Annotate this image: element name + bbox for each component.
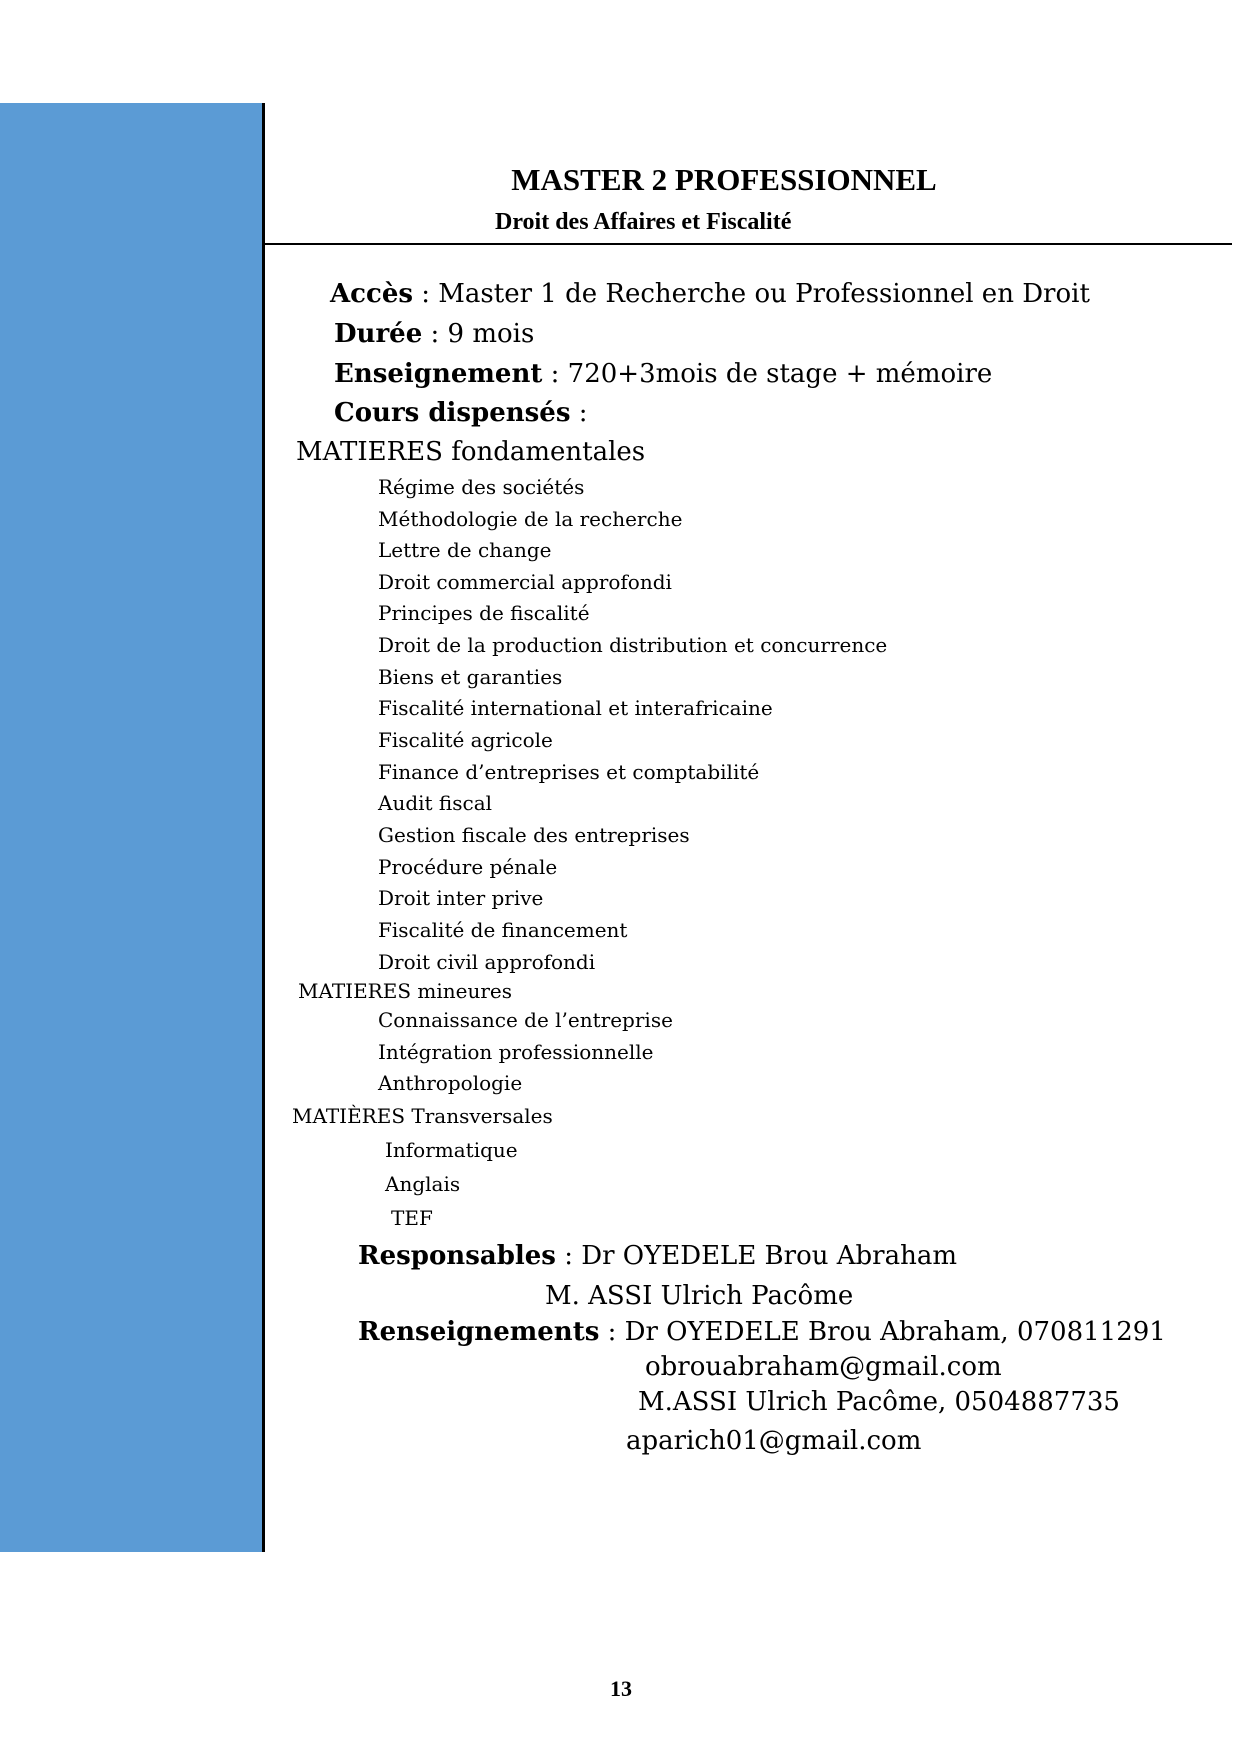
list-item: Connaissance de l’entreprise (378, 1008, 673, 1032)
acces-label: Accès (330, 279, 414, 309)
email-link[interactable]: obrouabraham@gmail.com (645, 1352, 1002, 1382)
page-number: 13 (610, 1676, 632, 1701)
left-band-divider (262, 103, 265, 1552)
list-item: Fiscalité international et interafricaine (378, 696, 773, 720)
list-item: Fiscalité de financement (378, 918, 628, 942)
section-heading-mineures: MATIERES mineures (298, 979, 513, 1003)
list-item: Régime des sociétés (378, 475, 585, 499)
page-subtitle: Droit des Affaires et Fiscalité (495, 209, 792, 235)
enseignement-value: : 720+3mois de stage + mémoire (542, 359, 993, 389)
duree-value: : 9 mois (422, 319, 535, 349)
list-item: Fiscalité agricole (378, 728, 553, 752)
header-divider (262, 243, 1232, 245)
cours-line (334, 397, 588, 429)
list-item: Biens et garanties (378, 665, 563, 689)
duree-line (334, 318, 534, 350)
renseignements-second: M.ASSI Ulrich Pacôme, 0504887735 (638, 1387, 1120, 1417)
renseignements-line (358, 1316, 1166, 1348)
section-heading-fondamentales: MATIERES fondamentales (296, 437, 646, 467)
acces-line (330, 278, 1090, 310)
list-item: Droit inter prive (378, 886, 544, 910)
list-item: Procédure pénale (378, 855, 558, 879)
renseignements-value: : Dr OYEDELE Brou Abraham, 070811291 (599, 1317, 1166, 1347)
responsables-label: Responsables (358, 1241, 556, 1271)
acces-value: : Master 1 de Recherche ou Professionnel en Droit (413, 279, 1090, 309)
enseignement-label: Enseignement (334, 359, 543, 389)
list-item: Informatique (385, 1138, 518, 1162)
list-item: Gestion fiscale des entreprises (378, 823, 690, 847)
left-blue-band (0, 103, 262, 1552)
list-item: Audit fiscal (378, 791, 493, 815)
enseignement-line (334, 358, 992, 390)
list-item: Finance d’entreprises et comptabilité (378, 760, 760, 784)
cours-label: Cours dispensés (334, 398, 571, 428)
list-item: TEF (391, 1206, 433, 1230)
list-item: Anthropologie (378, 1071, 523, 1095)
list-item: Anglais (385, 1172, 461, 1196)
list-item: Intégration professionnelle (378, 1040, 654, 1064)
responsables-value: : Dr OYEDELE Brou Abraham (555, 1241, 958, 1271)
cours-value: : (570, 398, 588, 428)
list-item: Principes de fiscalité (378, 601, 590, 625)
list-item: Droit civil approfondi (378, 950, 596, 974)
responsables-line (358, 1240, 957, 1272)
duree-label: Durée (334, 319, 423, 349)
responsables-second: M. ASSI Ulrich Pacôme (545, 1281, 854, 1311)
email-link[interactable]: aparich01@gmail.com (626, 1426, 922, 1456)
section-heading-transversales: MATIÈRES Transversales (292, 1104, 553, 1128)
page-title: MASTER 2 PROFESSIONNEL (511, 162, 937, 197)
renseignements-label: Renseignements (358, 1317, 600, 1347)
list-item: Droit de la production distribution et concurrence (378, 633, 888, 657)
list-item: Droit commercial approfondi (378, 570, 672, 594)
list-item: Lettre de change (378, 538, 552, 562)
list-item: Méthodologie de la recherche (378, 507, 683, 531)
